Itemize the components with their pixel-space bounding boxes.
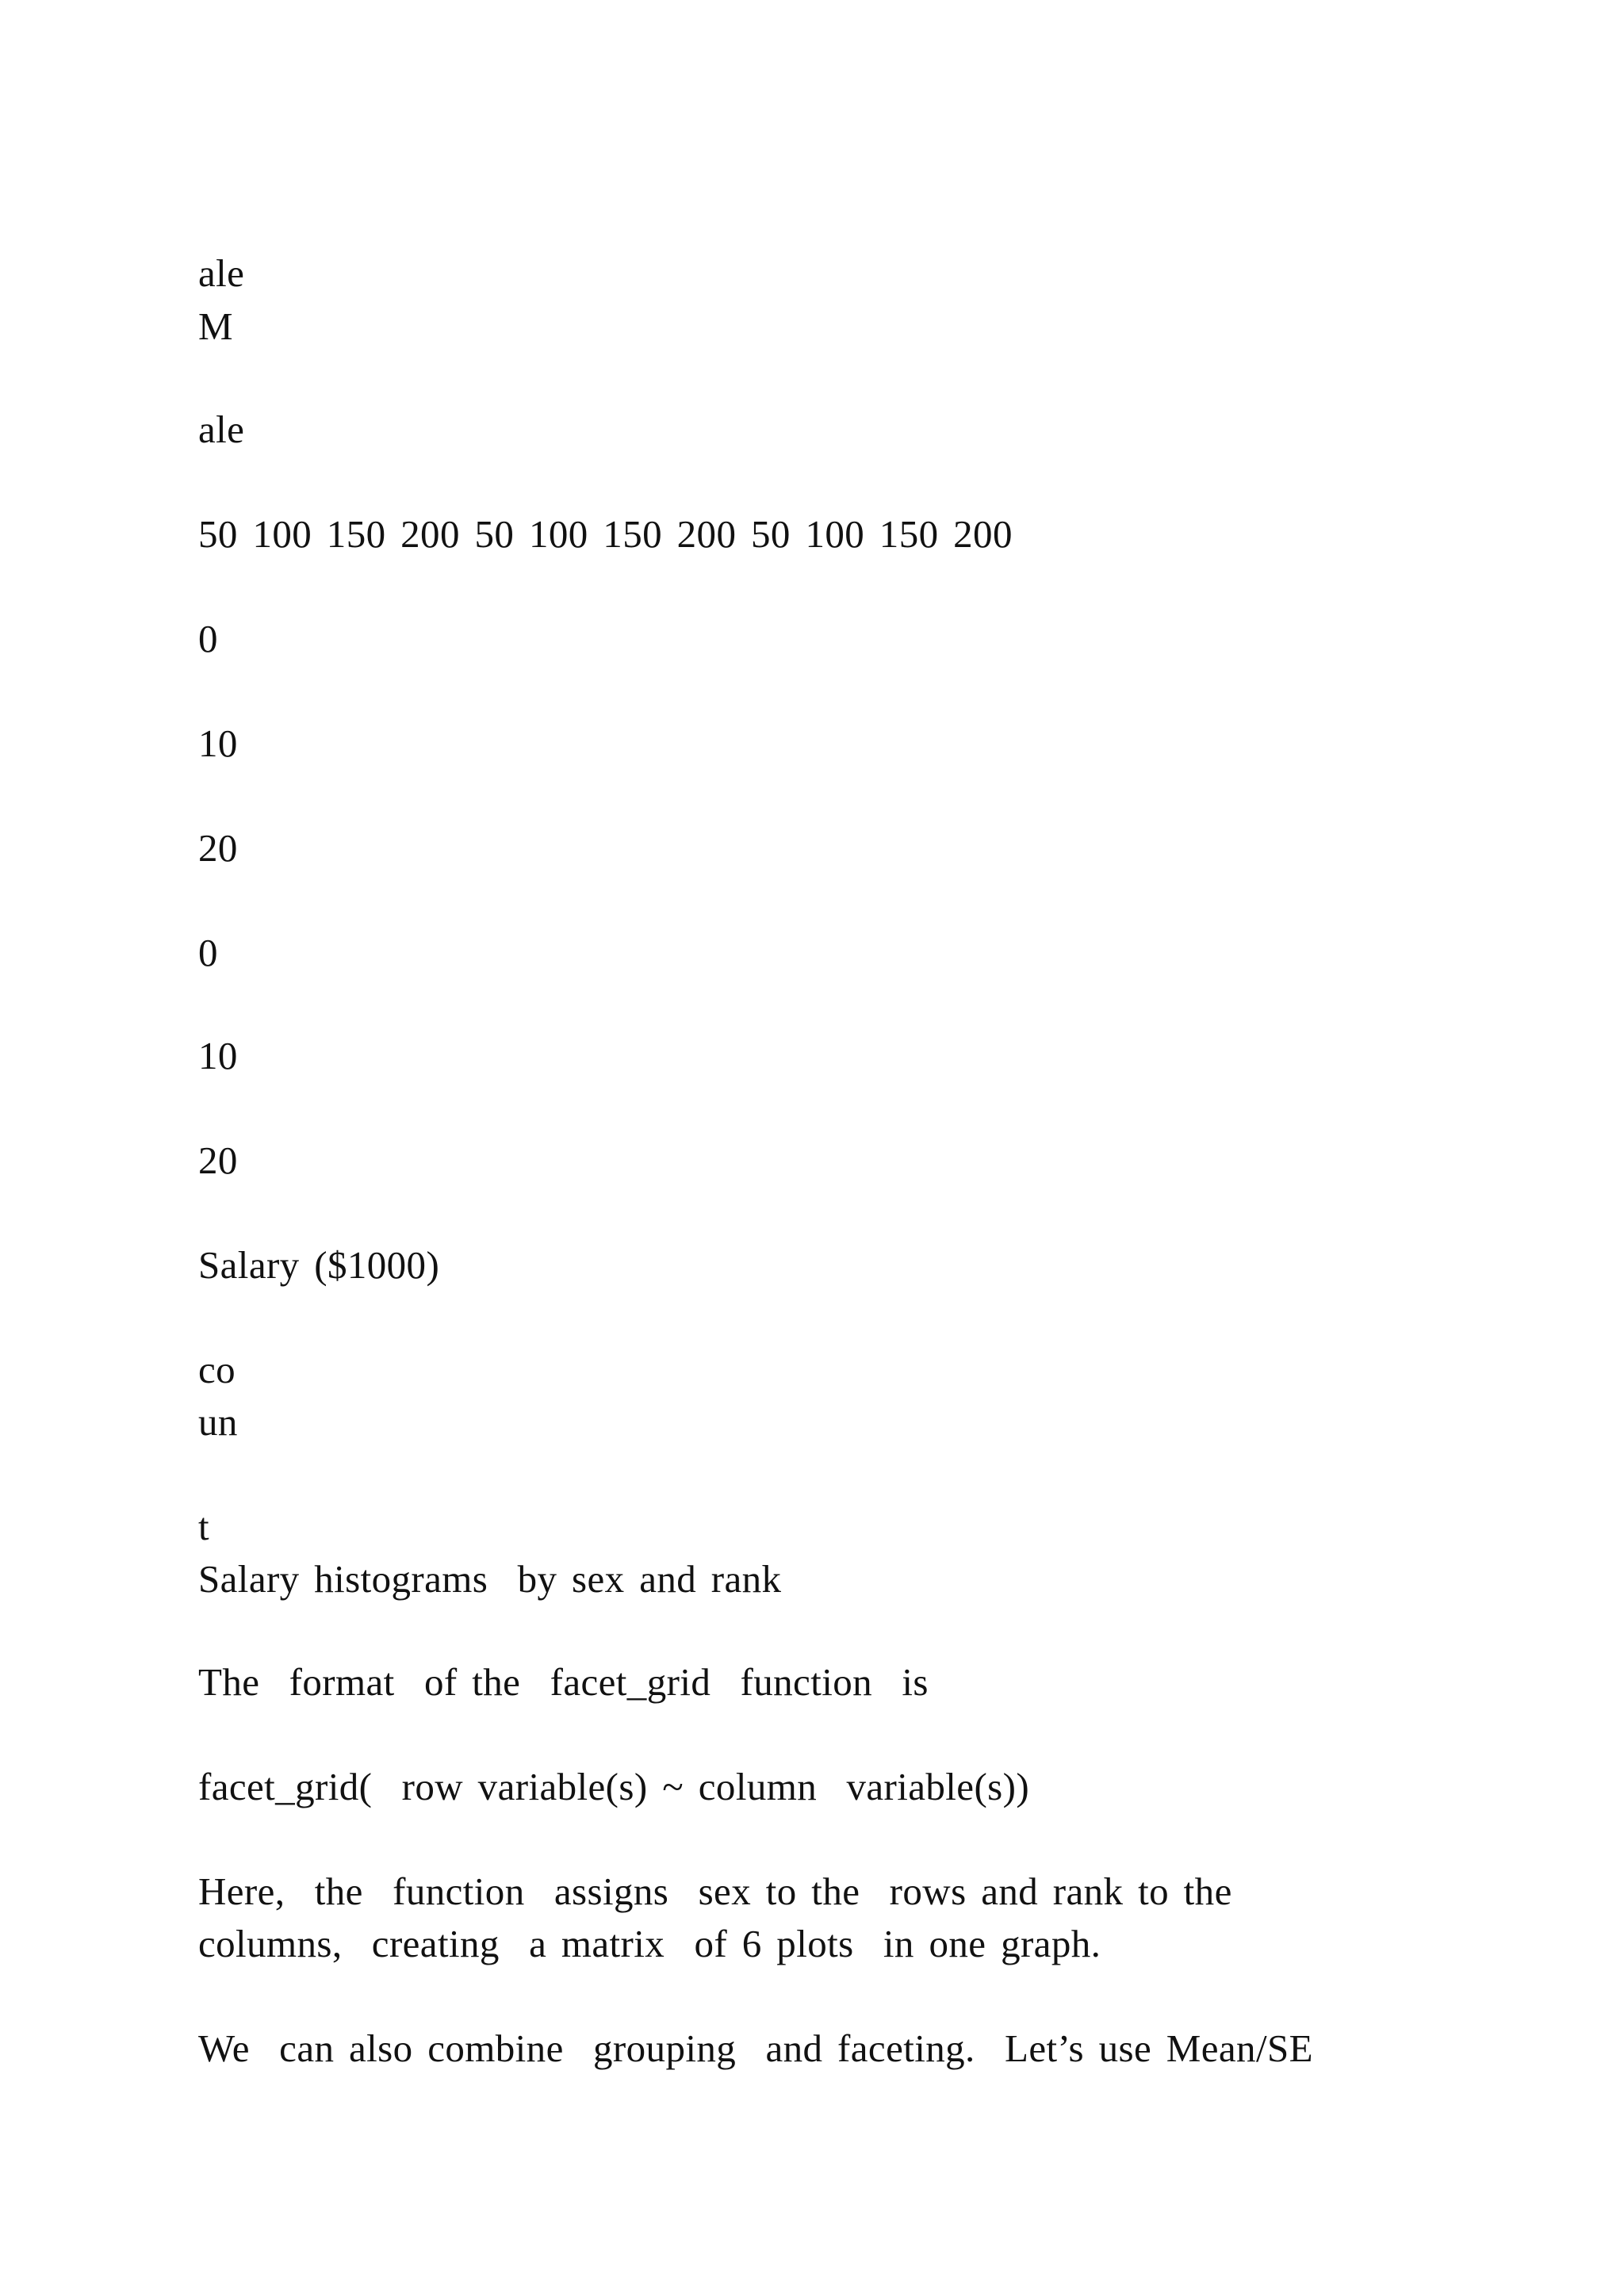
text-line-9: 10 [198,1034,238,1077]
text-line-13: un [198,1400,238,1444]
body-paragraph-1: The format of the facet_grid function is [198,1660,929,1704]
axis-title-line: Salary ($1000) [198,1243,440,1287]
text-line-8: 0 [198,931,218,974]
figure-caption: Salary histograms by sex and rank [198,1557,782,1601]
text-line-1: ale [198,251,245,295]
body-paragraph-2-line-1: Here, the function assigns sex to the rows and rank to the [198,1869,1232,1913]
text-line-2: M [198,304,233,348]
body-paragraph-3: We can also combine grouping and faceting. Let’s use Mean/SE [198,2026,1313,2070]
text-line-12: co [198,1348,236,1391]
text-line-10: 20 [198,1138,238,1182]
text-line-5: 0 [198,617,218,660]
body-paragraph-2-line-2: columns, creating a matrix of 6 plots in one graph. [198,1922,1101,1965]
text-line-3: ale [198,408,245,451]
axis-tick-labels-line: 50 100 150 200 50 100 150 200 50 100 150 200 [198,512,1013,556]
code-line: facet_grid( row variable(s) ~ column variable(s)) [198,1765,1030,1808]
text-line-6: 10 [198,721,238,765]
text-line-14: t [198,1505,210,1548]
text-line-7: 20 [198,826,238,870]
